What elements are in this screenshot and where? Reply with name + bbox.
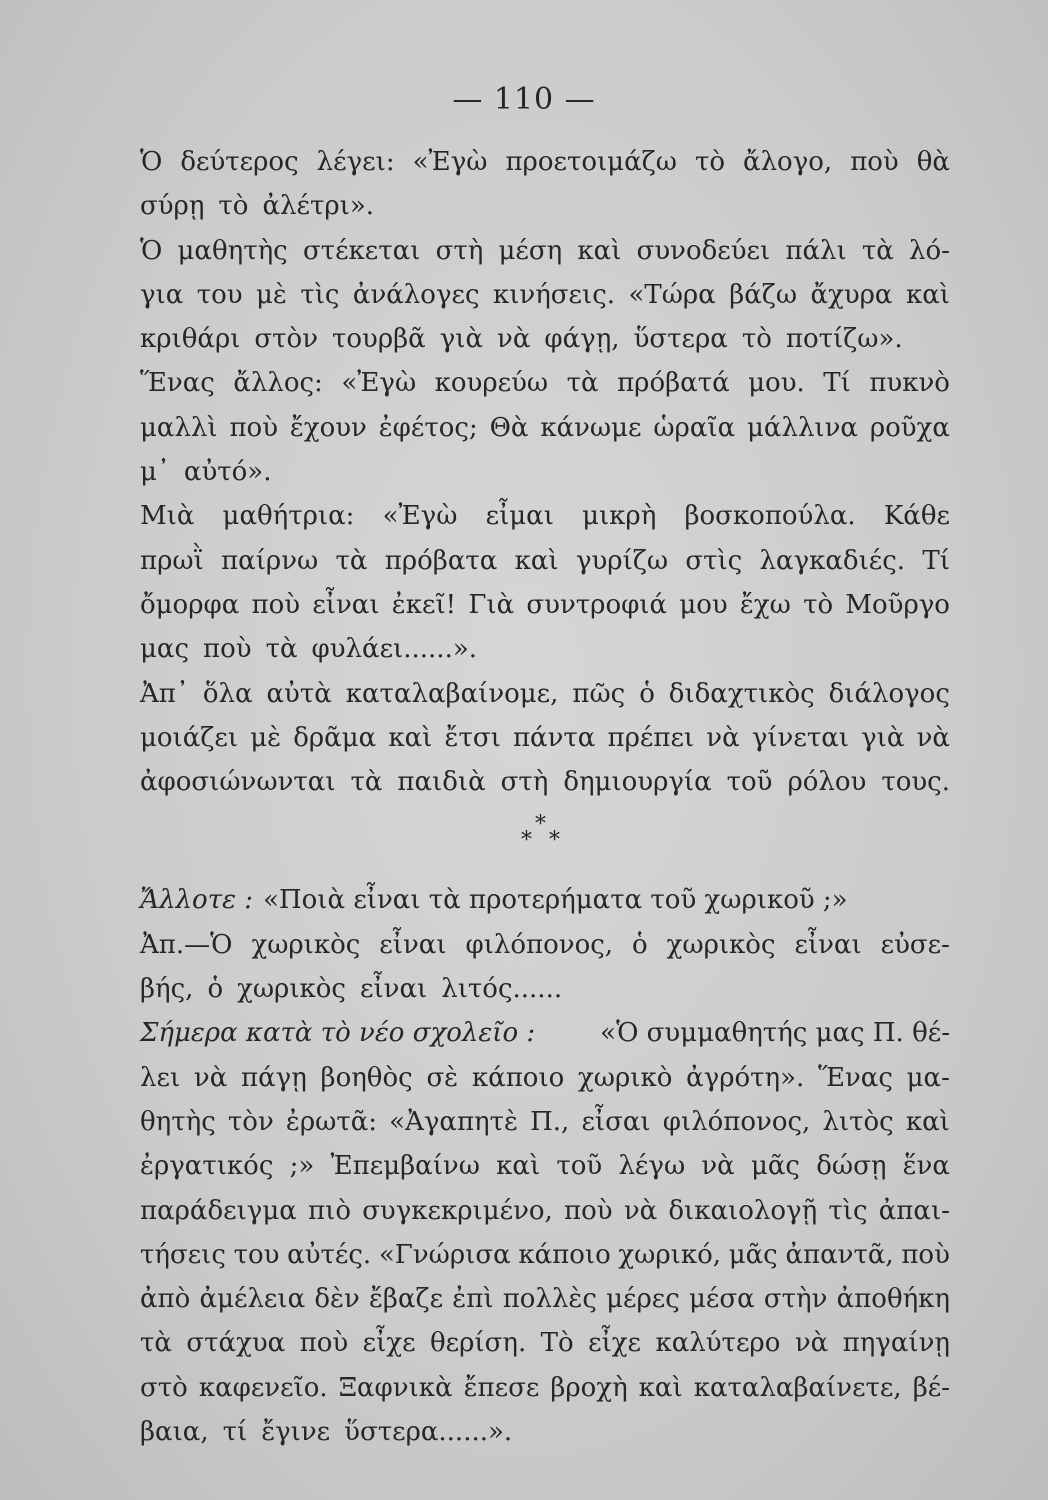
word: βαια, [140,1417,209,1448]
word: ρόλου [787,767,867,798]
word: ἔβαζε [368,1284,444,1315]
word: διδαχτικὸς [668,678,815,709]
paragraph-1 [140,140,950,229]
word: Ἕνας [818,1062,893,1093]
word: λιτός...... [441,974,563,1005]
word: εἶχε [588,1328,642,1359]
word: για [140,279,184,310]
word: ἔπεσε [463,1372,540,1403]
word: τὶς [300,279,340,310]
word: παράδειγμα [140,1195,297,1226]
word: καὶ [514,545,559,576]
word: βάζω [729,279,798,310]
word: τοῦ [556,1151,603,1182]
word: ὕστερα [633,324,728,355]
word: ἀπαι- [878,1195,950,1226]
word: νὰ [193,1062,228,1093]
word: ;» [289,1151,315,1182]
word: χωρικὸς [237,974,346,1005]
word: στὴ [435,235,484,266]
text-line [140,1277,950,1321]
word: γιὰ [861,722,905,753]
word: πηγαίνῃ [842,1328,950,1359]
paragraph-6 [140,878,950,922]
text-line [140,229,950,273]
word: κουρεύω [434,368,549,399]
word: ἔγινε [261,1417,331,1448]
word: καφενεῖο. [198,1372,328,1403]
word: προετοιμάζω [505,147,677,177]
word: τί [222,1417,248,1448]
word: εἶμαι [485,501,554,532]
word: Π., [530,1106,570,1137]
word: στὶς [685,545,743,576]
word: σύρῃ [140,191,205,222]
word: τους. [881,767,950,798]
text-line [140,406,950,450]
text-line [140,760,950,804]
word: ἐκεῖ! [391,589,457,620]
word: λέγει: [316,147,395,177]
word: κάποιο [471,1062,565,1093]
word: τὰ [140,1328,172,1359]
word: τὸ [694,147,725,177]
word: «Ἐγὼ [412,147,488,177]
text-line [140,716,950,760]
text-line [140,140,950,184]
word: ὡραῖα [653,412,736,443]
word: μὲ [250,722,282,753]
word: ἐρωτᾶ: [285,1106,378,1137]
word: πρόβατά [617,368,730,399]
text-line [140,923,950,967]
word: πῶς [572,678,626,709]
text-line [140,317,950,361]
word: ἄλλος: [233,368,323,399]
word: μας [140,634,190,665]
word: ἀγρότη». [686,1062,805,1093]
text-line [140,1100,950,1144]
word: λαγκαδιές. [759,545,906,576]
word: δικαιολογῇ [668,1195,818,1226]
word: «Ἀγαπητὲ [389,1106,518,1137]
word: κινήσεις. [492,279,616,310]
word: θὰ [916,147,950,177]
word: ἄχυρα [810,279,893,310]
word: ἐργατικός [140,1151,274,1182]
word: χωρικὸς [666,929,776,960]
paragraph-2 [140,229,950,362]
word: καὶ [638,1372,683,1403]
word: του [233,1239,280,1270]
word: Τί [922,545,950,576]
word: βοσκοπούλα. [684,501,856,532]
text-line [140,361,950,405]
paragraph-5 [140,672,950,805]
word: ποὺ [850,147,899,177]
word: του [196,279,243,310]
word: γιὰ [439,324,484,355]
word: ποὺ [299,1328,349,1359]
word: στὸν [254,324,319,355]
word: εἶσαι [581,1106,651,1137]
word: Ἐπεμβαίνω [330,1151,480,1182]
word: τὰ [861,235,894,266]
word: μᾶς [728,1239,778,1270]
paragraph-8-first-text: «Ὁ συμμαθητής μας Π. θέ- [600,1018,950,1049]
word: χωρικό, [618,1239,722,1270]
word: Ἀπ᾿ [140,678,189,709]
word: μέρες [606,1284,680,1315]
word: φιλόπονος, [465,929,614,960]
word: πρωῒ [140,545,204,576]
asterisk-mark: * [535,812,546,838]
word: Ἀπ.—Ὁ [140,929,233,960]
word: καὶ [905,1106,950,1137]
word: πρέπει [607,722,695,753]
word: «Ἐγὼ [382,501,458,532]
word: δρᾶμα [293,722,377,753]
word: Θὰ [489,412,529,443]
word: ποτίζω». [785,324,903,355]
word: διάλογος [828,678,950,709]
word: πιὸ [308,1195,351,1226]
text-line [140,1366,950,1410]
word: συντροφιά [526,589,668,620]
word: λει [140,1062,181,1093]
word: βέ- [912,1372,950,1403]
word: βοηθὸς [320,1062,413,1093]
word: μέση [498,235,563,266]
text-line [140,494,950,538]
word: Κάθε [883,501,950,532]
word: καὶ [905,279,950,310]
word: δώσῃ [816,1151,887,1182]
text-line [140,1144,950,1188]
word: εἶχε [362,1328,416,1359]
word: μέσα [689,1284,755,1315]
word: γυρίζω [575,545,669,576]
word: ποὺ [229,412,279,443]
word: ποὺ [901,1239,950,1270]
word: μα- [906,1062,950,1093]
word: μαθήτρια: [222,501,355,532]
word: Ὁ [140,235,163,266]
paragraph-8-label: Σήμερα κατὰ τὸ νέο σχολεῖο : [140,1018,536,1049]
word: νὰ [794,1328,829,1359]
word: ὁ [639,678,655,709]
asterisk-mark: * [549,828,560,854]
word: κάνωμε [540,412,642,443]
word: ὁ [207,974,224,1005]
word: νὰ [623,1195,658,1226]
word: «Γνώρισα [378,1239,511,1270]
paragraph-7 [140,923,950,1012]
word: μου. [748,368,805,399]
word: νὰ [701,1151,735,1182]
word: Μιὰ [140,501,195,532]
word: στάχυα [186,1328,286,1359]
paragraph-6-label: Ἄλλοτε : [140,885,254,916]
word: ὄμορφα [140,589,240,620]
section-break-asterism [140,804,950,878]
word: μου [679,589,728,620]
word: καταλαβαίνετε, [693,1372,902,1403]
paragraph-8-first-line [140,1011,950,1055]
word: εἶναι [360,974,428,1005]
word: τὸν [227,1106,274,1137]
word: καὶ [577,235,622,266]
word: σὲ [426,1062,459,1093]
text-line [140,967,950,1011]
body-text [140,140,950,1454]
word: δεύτερος [180,147,299,177]
word: φιλόπονος, [662,1106,811,1137]
word: «Ἐγὼ [341,368,417,399]
text-line [140,1056,950,1100]
word: τοῦ [726,767,773,798]
word: κριθάρι [140,324,241,355]
word: φάγῃ, [544,324,620,355]
word: Ξαφνικὰ [338,1372,453,1403]
word: Μοῦργο [845,589,950,620]
word: χωρικὸ [578,1062,673,1093]
word: συνοδεύει [636,235,771,266]
word: θερίση. [430,1328,527,1359]
word: εὐσε- [880,929,950,960]
word: ὁ [632,929,648,960]
text-line [140,450,950,494]
text-line [140,1189,950,1233]
paragraph-3 [140,361,950,494]
word: καὶ [496,1151,541,1182]
word: εἶναι [794,929,862,960]
word: ὕστερα......». [344,1417,513,1448]
word: καταλαβαίνομε, [345,678,559,709]
word: συγκεκριμένο, [362,1195,553,1226]
word: νὰ [706,722,740,753]
word: Ἕνας [140,368,215,399]
word: τήσεις [140,1239,226,1270]
text-line [140,627,950,671]
text-line [140,184,950,228]
word: ποὺ [203,634,252,665]
word: ἔχουν [289,412,367,443]
paragraph-4 [140,494,950,671]
word: αὐτὰ [266,678,332,709]
word: ἀνάλογες [352,279,480,310]
word: τὶς [828,1195,868,1226]
word: καλύτερο [655,1328,781,1359]
word: τὰ [566,368,599,399]
word: λέγω [618,1151,686,1182]
word: μαλλὶ [140,412,218,443]
word: ἐφέτος; [378,412,478,443]
text-line [140,1410,950,1454]
word: τὸ [741,324,772,355]
word: ἐπὶ [452,1284,494,1315]
word: ἀλέτρι». [262,191,375,222]
word: ἀπὸ [140,1284,191,1315]
word: ἀποθήκη [836,1284,950,1315]
word: τὸ [803,589,834,620]
text-line [140,539,950,583]
word: τὰ [335,545,368,576]
word: καὶ [388,722,433,753]
asterisk-mark: * [521,828,532,854]
word: νὰ [916,722,950,753]
word: Τί [823,368,851,399]
word: νὰ [497,324,531,355]
word: στέκεται [302,235,421,266]
word: ροῦχα [869,412,950,443]
word: χωρικὸς [251,929,361,960]
word: παιδιὰ [397,767,486,798]
word: μ᾿ [140,457,170,488]
word: Τὸ [540,1328,574,1359]
word: τὸ [218,191,249,222]
word: πάλι [785,235,847,266]
word: τὰ [265,634,298,665]
word: λιτὸς [822,1106,894,1137]
word: στὴν [763,1284,828,1315]
word: ἄλογο, [743,147,833,177]
word: θητὴς [140,1106,216,1137]
word: δημιουργία [563,767,712,798]
text-line [140,583,950,627]
word: ποὺ [251,589,301,620]
text-line [140,1321,950,1365]
word: εἶναι [379,929,447,960]
text-line [140,273,950,317]
word: βής, [140,974,194,1005]
word: ἕνα [902,1151,950,1182]
text-line [140,1233,950,1277]
word: πολλὲς [502,1284,597,1315]
word: ὅλα [202,678,253,709]
word: πυκνὸ [869,368,950,399]
word: ἀμέλεια [199,1284,306,1315]
paragraph-6-text: «Ποιὰ εἶναι τὰ προτερήματα τοῦ χωρικοῦ ;» [263,885,848,916]
word: μὲ [256,279,287,310]
word: λό- [909,235,950,266]
word: μοιάζει [140,722,239,753]
word: Ὁ [140,147,163,177]
word: πάγῃ [241,1062,307,1093]
word: αὐτό». [183,457,272,488]
word: «Τώρα [628,279,716,310]
text-line [140,672,950,716]
word: φυλάει......». [311,634,478,665]
word: μαθητὴς [177,235,288,266]
paragraph-8-rest [140,1056,950,1455]
word: πρόβατα [384,545,498,576]
word: ἀπαντᾶ, [785,1239,894,1270]
word: πάντα [512,722,596,753]
word: τουρβᾶ [332,324,426,355]
word: στὴ [500,767,549,798]
word: δὲν [314,1284,360,1315]
word: κάποιο [518,1239,611,1270]
word: ἔχω [739,589,791,620]
word: τὰ [350,767,383,798]
word: εἶναι [312,589,380,620]
word: μάλλινα [747,412,858,443]
word: μᾶς [750,1151,800,1182]
word: βροχὴ [550,1372,628,1403]
page-number: — 110 — [452,82,596,117]
word: στὸ [140,1372,188,1403]
word: αὐτές. [287,1239,372,1270]
word: Γιὰ [468,589,515,620]
word: ἔτσι [444,722,501,753]
word: ποὺ [564,1195,613,1226]
word: ἀφοσιώνωνται [140,767,336,798]
word: μικρὴ [582,501,657,532]
word: γίνεται [751,722,849,753]
word: παίρνω [221,545,319,576]
